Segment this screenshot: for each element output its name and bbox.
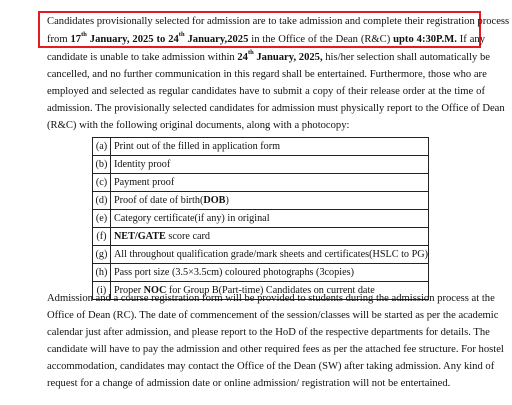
- intro-line-1: Candidates provisionally selected for admission are to take admission and complete their registration process: [47, 16, 510, 27]
- documents-table: [92, 137, 429, 300]
- document-text: Proof of date of birth(DOB): [110, 192, 428, 210]
- document-label: (h): [93, 264, 111, 282]
- document-label: (a): [93, 138, 111, 156]
- document-row: [93, 138, 429, 156]
- document-row: [93, 210, 429, 228]
- closing-line-4: candidate will have to pay the admission and other required fees as per the attached fee structure. For hostel: [47, 344, 504, 355]
- document-label: (c): [93, 174, 111, 192]
- document-label: (e): [93, 210, 111, 228]
- document-text: Pass port size (3.5×3.5cm) coloured photographs (3copies): [110, 264, 428, 282]
- document-text: NET/GATE score card: [110, 228, 428, 246]
- closing-line-6: request for a change of admission date or online admission/ registration will not be entertained.: [47, 378, 451, 389]
- document-row: [93, 228, 429, 246]
- intro-line-2: from 17th January, 2025 to 24th January,2025 in the Office of the Dean (R&C) upto 4:30P.M. If any: [47, 31, 485, 45]
- document-label: (d): [93, 192, 111, 210]
- closing-line-5: accommodation, candidates may contact the Office of the Dean (SW) after taking admission. Any kind of: [47, 361, 495, 372]
- closing-line-1: Admission and a course registration form will be provided to students during the admission process at the: [47, 293, 495, 304]
- intro-line-3: candidate is unable to take admission within 24th January, 2025, his/her selection shall automatically be: [47, 49, 490, 63]
- intro-line-7: (R&C) with the following original documents, along with a photocopy:: [47, 120, 350, 131]
- document-label: (g): [93, 246, 111, 264]
- document-label: (f): [93, 228, 111, 246]
- document-label: (i): [93, 282, 111, 300]
- document-text: All throughout qualification grade/mark sheets and certificates(HSLC to PG): [110, 246, 428, 264]
- document-text: Category certificate(if any) in original: [110, 210, 428, 228]
- document-row: [93, 156, 429, 174]
- document-text: Payment proof: [110, 174, 428, 192]
- document-row: [93, 192, 429, 210]
- document-row: [93, 264, 429, 282]
- closing-line-2: Office of Dean (RC). The date of commencement of the session/classes will be started as per the academic: [47, 310, 499, 321]
- intro-line-4: cancelled, and no further communication in this regard shall be entertained. Furthermore, those who are: [47, 69, 487, 80]
- closing-line-3: calendar just after admission, and please report to the HoD of the respective departments for details. The: [47, 327, 490, 338]
- document-label: (b): [93, 156, 111, 174]
- document-text: Identity proof: [110, 156, 428, 174]
- document-text: Proper NOC for Group B(Part-time) Candidates on current date: [110, 282, 428, 300]
- intro-line-6: admission. The provisionally selected candidates for admission must physically report to the Office of Dean: [47, 103, 505, 114]
- document-text: Print out of the filled in application form: [110, 138, 428, 156]
- document-row: [93, 174, 429, 192]
- document-row: [93, 246, 429, 264]
- intro-line-5: employed and selected as regular candidates have to submit a copy of their release order at the time of: [47, 86, 485, 97]
